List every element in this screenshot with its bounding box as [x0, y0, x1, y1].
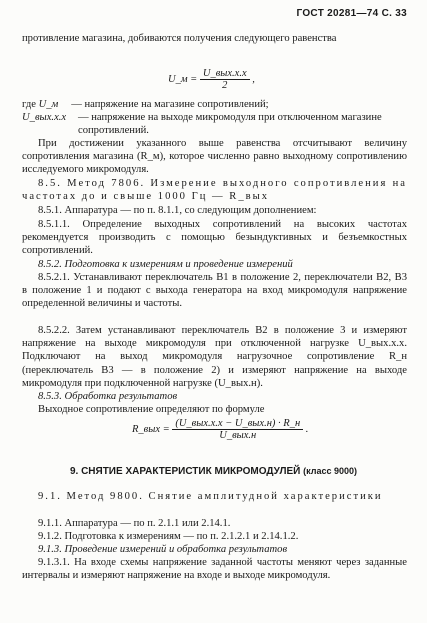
paragraph-1: противление магазина, добиваются получения следующего равенства	[22, 33, 337, 44]
section-8-5-2-1: 8.5.2.1. Устанавливают переключатель В1 в положение 2, переключатели В2, В3 в положение 1 и подают с выхода генератора на вход микромодуля напряжение определенной величины и частоты.	[22, 272, 407, 310]
section-9-heading: 9. СНЯТИЕ ХАРАКТЕРИСТИК МИКРОМОДУЛЕЙ	[69, 466, 301, 477]
section-9-1: 9.1. Метод 9800. Снятие амплитудной характеристики	[38, 491, 383, 502]
formula-1	[168, 68, 255, 91]
definition-2-desc: — напряжение на выходе микромодуля при отключенном магазине сопротивлений.	[78, 112, 382, 137]
section-8-5-2: 8.5.2. Подготовка к измерениям и проведение измерений	[38, 259, 293, 270]
definition-1-desc: — напряжение на магазине сопротивлений;	[71, 99, 269, 110]
formula-2-lhs: R_вых =	[132, 423, 170, 435]
formula-1-denominator: 2	[222, 80, 228, 91]
formula-2-tail: .	[305, 423, 309, 435]
definition-1	[22, 98, 407, 111]
section-9-1-1: 9.1.1. Аппаратура — по п. 2.1.1 или 2.14.1.	[38, 518, 231, 529]
section-8-5: 8.5. Метод 7806. Измерение выходного сопротивления на частотах до и свыше 1000 Гц — R_вых	[22, 178, 407, 203]
definition-2-term: U_вых.х.х	[22, 112, 67, 123]
definition-2	[22, 111, 407, 137]
formula-2-denominator: U_вых.н	[219, 430, 257, 441]
formula-1-fraction	[200, 68, 250, 91]
section-8-5-3-text: Выходное сопротивление определяют по формуле	[38, 404, 265, 415]
section-9-title	[0, 466, 427, 477]
where-label: где	[22, 99, 36, 110]
formula-2	[132, 418, 308, 441]
section-9-1-3-1: 9.1.3.1. На входе схемы напряжение заданной частоты меняют через заданные интервалы и измеряют напряжение на входе и выходе микромодуля.	[22, 557, 407, 582]
formula-2-numerator: (U_вых.х.х − U_вых.н) · R_н	[172, 418, 303, 430]
page-header: ГОСТ 20281—74 С. 33	[296, 8, 407, 19]
formula-1-lhs: U_м =	[168, 73, 198, 85]
section-9-class: (класс 9000)	[303, 466, 358, 476]
section-8-5-1: 8.5.1. Аппаратура — по п. 8.1.1, со следующим дополнением:	[38, 205, 317, 216]
definition-1-term: U_м	[38, 99, 59, 110]
section-8-5-2-2: 8.5.2.2. Затем устанавливают переключатель В2 в положение 3 и измеряют напряжение на выходе микромодуля при отключенной нагрузке U_вых.х.х. Подключают на выход микромодуля нагрузочное сопротивление R_н (переключатель В3 — в положение 2) и измеряют напряжение на выходе микромодуля при подключенной нагрузке (U_вых.н).	[22, 325, 407, 389]
formula-1-tail: ,	[252, 73, 255, 85]
section-9-1-2: 9.1.2. Подготовка к измерениям — по п. 2.1.2.1 и 2.14.1.2.	[38, 531, 299, 542]
section-9-1-3: 9.1.3. Проведение измерений и обработка результатов	[38, 544, 288, 555]
section-8-5-1-1: 8.5.1.1. Определение выходных сопротивлений на высоких частотах рекомендуется производить с помощью безындуктивных и безъемкостных сопротивлений.	[22, 219, 407, 257]
section-8-5-3: 8.5.3. Обработка результатов	[38, 391, 178, 402]
paragraph-2: При достижении указанного выше равенства отсчитывают величину сопротивления магазина (R_м), которое численно равно выходному сопротивлению исследуемого микромодуля.	[22, 138, 407, 176]
formula-1-numerator: U_вых.х.х	[200, 68, 250, 80]
formula-2-fraction	[172, 418, 303, 441]
